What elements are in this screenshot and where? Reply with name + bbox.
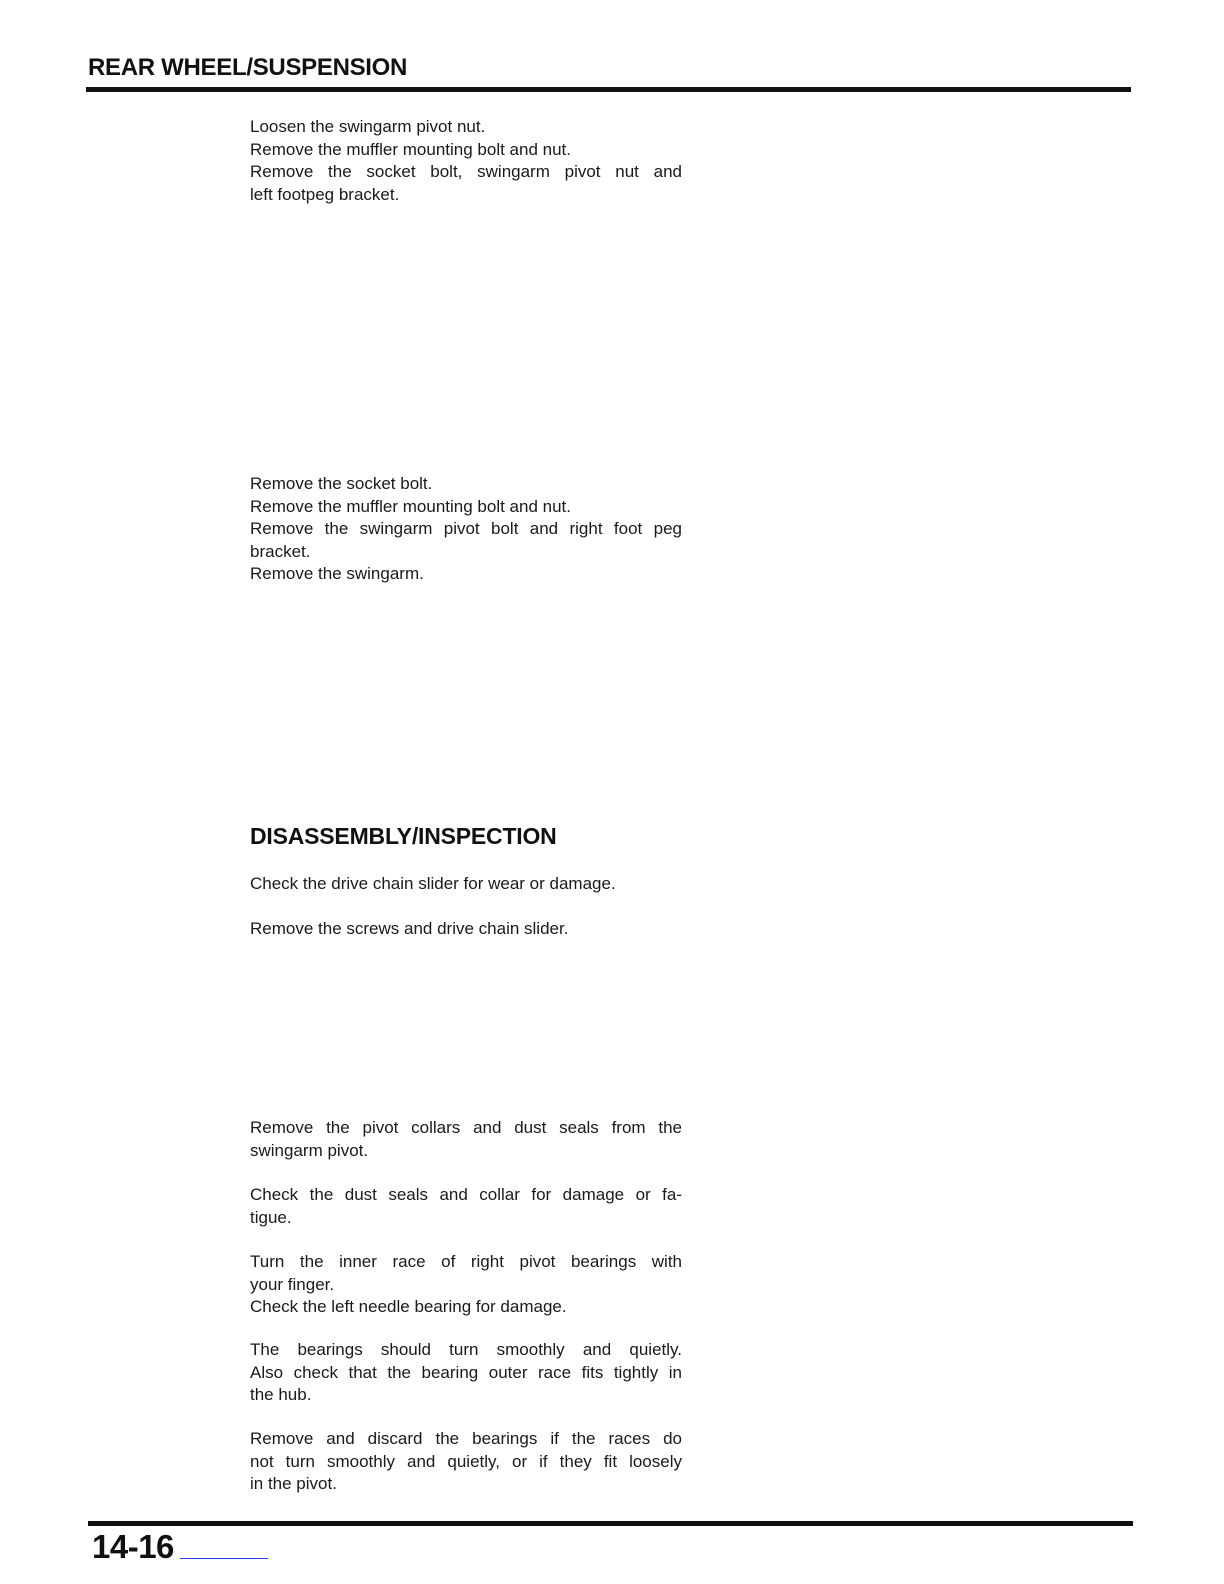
inspection-p5	[250, 1251, 682, 1319]
step-remove-socket-bolt: Remove the socket bolt, swingarm pivot nut and	[250, 162, 682, 181]
inspection-p2	[250, 918, 682, 941]
inspection-p3	[250, 1117, 682, 1162]
bearing-outer-race-cont: the hub.	[250, 1385, 312, 1404]
step-remove-pivot-bolt: Remove the swingarm pivot bolt and right foot peg	[250, 519, 682, 538]
page-number-link-underline	[180, 1558, 268, 1559]
step-remove-muffler-bolt-2: Remove the muffler mounting bolt and nut.	[250, 496, 571, 516]
step-remove-swingarm: Remove the swingarm.	[250, 564, 424, 583]
check-dust-seals: Check the dust seals and collar for damage or fa-	[250, 1185, 682, 1204]
steps-group-1	[250, 116, 682, 206]
bearing-outer-race: Also check that the bearing outer race fits tightly in	[250, 1362, 682, 1382]
discard-bearings-end: in the pivot.	[250, 1474, 337, 1493]
step-remove-socket-bolt-cont: left footpeg bracket.	[250, 184, 400, 204]
step-remove-muffler-bolt: Remove the muffler mounting bolt and nut.	[250, 139, 571, 159]
check-chain-slider: Check the drive chain slider for wear or damage.	[250, 874, 616, 893]
step-loosen-pivot-nut: Loosen the swingarm pivot nut.	[250, 117, 486, 136]
discard-bearings-cont: not turn smoothly and quietly, or if they fit loosely	[250, 1451, 682, 1471]
inspection-p4	[250, 1184, 682, 1229]
page-number: 14-16	[92, 1528, 174, 1565]
discard-bearings: Remove and discard the bearings if the races do	[250, 1429, 682, 1448]
inspection-p1	[250, 873, 682, 896]
footer-divider	[88, 1521, 1133, 1526]
step-remove-pivot-bolt-cont: bracket.	[250, 541, 311, 561]
check-needle-bearing: Check the left needle bearing for damage.	[250, 1297, 567, 1316]
inspection-p7	[250, 1428, 682, 1496]
inspection-p6	[250, 1339, 682, 1407]
header-divider	[86, 87, 1131, 92]
turn-inner-race-cont: your finger.	[250, 1274, 335, 1294]
step-remove-socket-bolt-2: Remove the socket bolt.	[250, 474, 433, 493]
section-title-disassembly: DISASSEMBLY/INSPECTION	[250, 823, 557, 849]
remove-pivot-collars-cont: swingarm pivot.	[250, 1140, 369, 1160]
bearings-turn-smoothly: The bearings should turn smoothly and quietly.	[250, 1340, 682, 1359]
page-header-title: REAR WHEEL/SUSPENSION	[88, 54, 408, 81]
turn-inner-race: Turn the inner race of right pivot bearings with	[250, 1252, 682, 1271]
check-dust-seals-cont: tigue.	[250, 1207, 292, 1227]
remove-pivot-collars: Remove the pivot collars and dust seals from the	[250, 1118, 682, 1137]
steps-group-2	[250, 473, 682, 586]
remove-chain-slider: Remove the screws and drive chain slider.	[250, 919, 569, 938]
